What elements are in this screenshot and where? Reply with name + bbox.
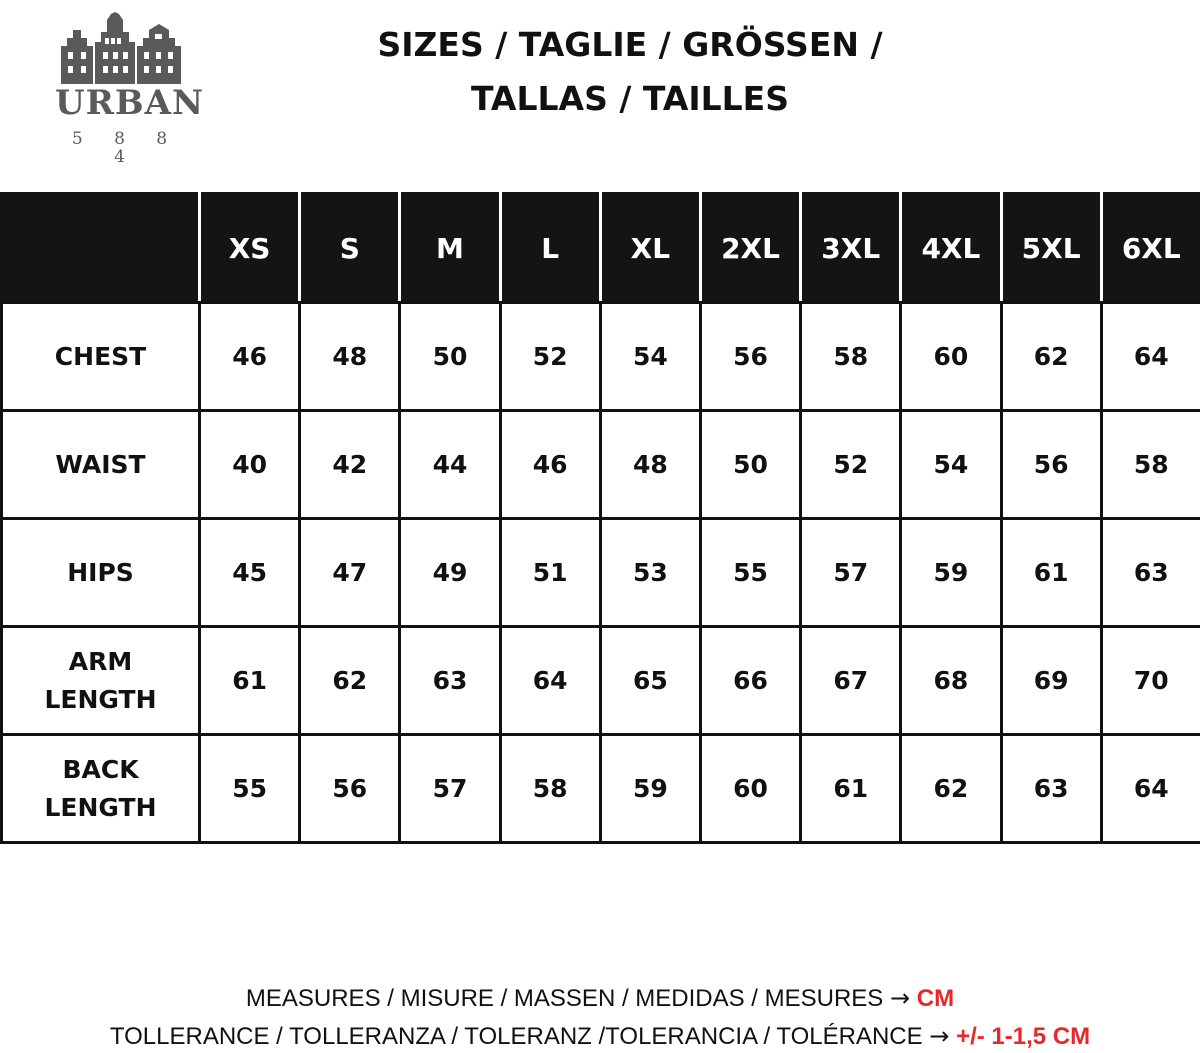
measurement-value: 55 xyxy=(200,735,300,843)
measurement-value: 50 xyxy=(700,411,800,519)
measurement-label-line: BACK xyxy=(3,751,198,789)
logo-wordmark: URBAN xyxy=(55,84,187,122)
measurement-value: 58 xyxy=(1101,411,1200,519)
measurement-value: 60 xyxy=(700,735,800,843)
measurement-value: 56 xyxy=(700,303,800,411)
measurement-value: 62 xyxy=(901,735,1001,843)
measurement-value: 62 xyxy=(1001,303,1101,411)
measurement-value: 48 xyxy=(300,303,400,411)
size-header-cell: 4XL xyxy=(901,194,1001,303)
measurement-value: 57 xyxy=(801,519,901,627)
size-header-cell: XS xyxy=(200,194,300,303)
measurement-value: 57 xyxy=(400,735,500,843)
measurement-label-line: LENGTH xyxy=(3,681,198,719)
measurement-value: 66 xyxy=(700,627,800,735)
measurement-value: 63 xyxy=(1001,735,1101,843)
measurement-value: 63 xyxy=(400,627,500,735)
measurement-value: 68 xyxy=(901,627,1001,735)
header-corner-cell xyxy=(2,194,200,303)
measurement-value: 51 xyxy=(500,519,600,627)
measurement-value: 64 xyxy=(1101,303,1200,411)
brand-logo xyxy=(55,12,190,142)
measurement-label xyxy=(2,411,200,519)
measurement-label xyxy=(2,627,200,735)
measurement-label-line: ARM xyxy=(3,643,198,681)
size-header-cell: S xyxy=(300,194,400,303)
measurement-label-line: WAIST xyxy=(3,446,198,484)
tolerance-note xyxy=(0,1020,1200,1053)
measurement-value: 70 xyxy=(1101,627,1200,735)
size-header-cell: M xyxy=(400,194,500,303)
measurement-label xyxy=(2,519,200,627)
table-row xyxy=(2,303,1200,411)
measurement-label-line: LENGTH xyxy=(3,789,198,827)
logo-number: 5 8 8 4 xyxy=(55,130,187,166)
measurement-value: 63 xyxy=(1101,519,1200,627)
measurement-value: 56 xyxy=(300,735,400,843)
measurement-value: 67 xyxy=(801,627,901,735)
measurement-label-line: HIPS xyxy=(3,554,198,592)
arrow-right-icon: → xyxy=(929,1022,949,1050)
measurement-value: 50 xyxy=(400,303,500,411)
measurement-label xyxy=(2,735,200,843)
measurement-value: 60 xyxy=(901,303,1001,411)
measurement-value: 62 xyxy=(300,627,400,735)
measurement-value: 52 xyxy=(500,303,600,411)
measurement-value: 46 xyxy=(200,303,300,411)
arrow-right-icon: → xyxy=(890,984,910,1012)
measurement-value: 47 xyxy=(300,519,400,627)
table-row xyxy=(2,411,1200,519)
measurement-value: 64 xyxy=(500,627,600,735)
measurement-value: 46 xyxy=(500,411,600,519)
measurement-label-line: CHEST xyxy=(3,338,198,376)
size-header-row xyxy=(2,194,1200,303)
size-header-cell: 2XL xyxy=(700,194,800,303)
measurement-value: 58 xyxy=(801,303,901,411)
measurement-value: 54 xyxy=(600,303,700,411)
canal-houses-icon xyxy=(55,12,187,84)
measurement-value: 53 xyxy=(600,519,700,627)
measurement-value: 54 xyxy=(901,411,1001,519)
measurement-value: 61 xyxy=(200,627,300,735)
size-header-cell: L xyxy=(500,194,600,303)
measurement-value: 64 xyxy=(1101,735,1200,843)
measurement-value: 65 xyxy=(600,627,700,735)
measurement-value: 56 xyxy=(1001,411,1101,519)
measurement-value: 52 xyxy=(801,411,901,519)
table-row xyxy=(2,519,1200,627)
size-chart-table xyxy=(0,192,1200,844)
measurement-value: 61 xyxy=(801,735,901,843)
measurement-value: 55 xyxy=(700,519,800,627)
measures-text: MEASURES / MISURE / MASSEN / MEDIDAS / MESURES xyxy=(246,985,883,1012)
measures-unit: CM xyxy=(917,985,954,1012)
measurement-value: 59 xyxy=(901,519,1001,627)
size-header-cell: 3XL xyxy=(801,194,901,303)
page-title-line-2: TALLAS / TAILLES xyxy=(250,79,1010,119)
measurement-value: 58 xyxy=(500,735,600,843)
measures-note xyxy=(0,982,1200,1015)
page-title-line-1: SIZES / TAGLIE / GRÖSSEN / xyxy=(250,25,1010,65)
size-header-cell: XL xyxy=(600,194,700,303)
table-row xyxy=(2,627,1200,735)
tolerance-value: +/- 1-1,5 CM xyxy=(956,1023,1090,1050)
size-header-cell: 5XL xyxy=(1001,194,1101,303)
tolerance-text: TOLLERANCE / TOLLERANZA / TOLERANZ /TOLERANCIA / TOLÉRANCE xyxy=(110,1023,923,1050)
measurement-value: 61 xyxy=(1001,519,1101,627)
table-row xyxy=(2,735,1200,843)
measurement-value: 49 xyxy=(400,519,500,627)
measurement-value: 48 xyxy=(600,411,700,519)
measurement-value: 59 xyxy=(600,735,700,843)
measurement-label xyxy=(2,303,200,411)
size-header-cell: 6XL xyxy=(1101,194,1200,303)
measurement-value: 42 xyxy=(300,411,400,519)
measurement-value: 40 xyxy=(200,411,300,519)
measurement-value: 69 xyxy=(1001,627,1101,735)
measurement-value: 45 xyxy=(200,519,300,627)
measurement-value: 44 xyxy=(400,411,500,519)
